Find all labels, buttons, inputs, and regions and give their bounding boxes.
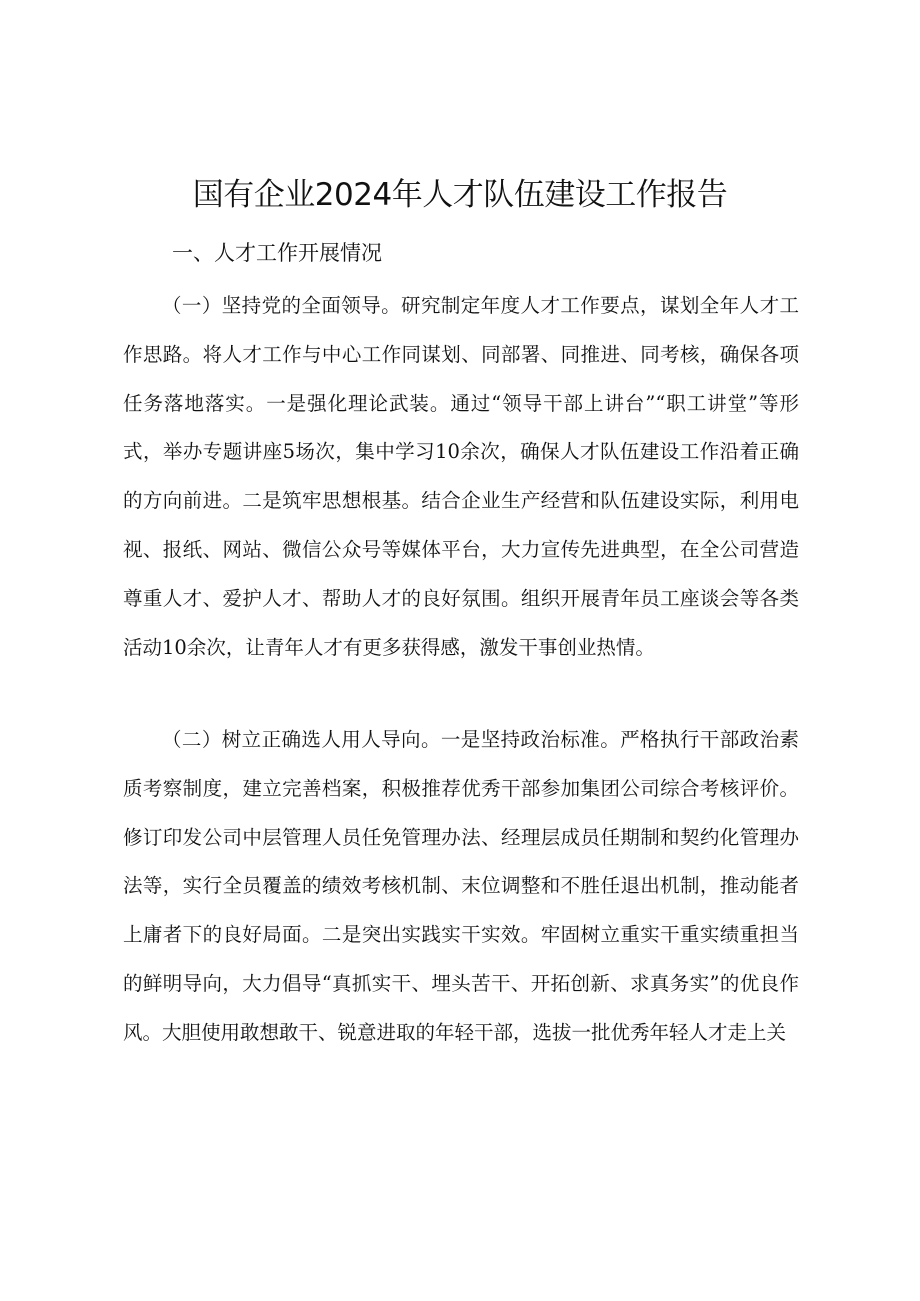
document-title: 国有企业2024年人才队伍建设工作报告 bbox=[192, 177, 728, 213]
paragraph-2: （二）树立正确选人用人导向。一是坚持政治标准。严格执行干部政治素质考察制度，建立完善档案，积极推荐优秀干部参加集团公司综合考核评价。修订印发公司中层管理人员任免管理办法、经理层成员任期制和契约化管理办法等，实行全员覆盖的绩效考核机制、末位调整和不胜任退出机制，推动能者上庸者下的良好局面。二是突出实践实干实效。牢固树立重实干重实绩重担当的鲜明导向，大力倡导“真抓实干、埋头苦干、开拓创新、求真务实”的优良作风。大胆使用敢想敢干、锐意进取的年轻干部，选拔一批优秀年轻人才走上关 bbox=[123, 728, 799, 1044]
section-heading: 一、人才工作开展情况 bbox=[172, 241, 382, 265]
paragraph-1: （一）坚持党的全面领导。研究制定年度人才工作要点，谋划全年人才工作思路。将人才工作与中心工作同谋划、同部署、同推进、同考核，确保各项任务落地落实。一是强化理论武装。通过“领导干部上讲台”“职工讲堂”等形式，举办专题讲座5场次，集中学习10余次，确保人才队伍建设工作沿着正确的方向前进。二是筑牢思想根基。结合企业生产经营和队伍建设实际，利用电视、报纸、网站、微信公众号等媒体平台，大力宣传先进典型，在全公司营造尊重人才、爱护人才、帮助人才的良好氛围。组织开展青年员工座谈会等各类活动10余次，让青年人才有更多获得感，激发干事创业热情。 bbox=[123, 294, 799, 659]
